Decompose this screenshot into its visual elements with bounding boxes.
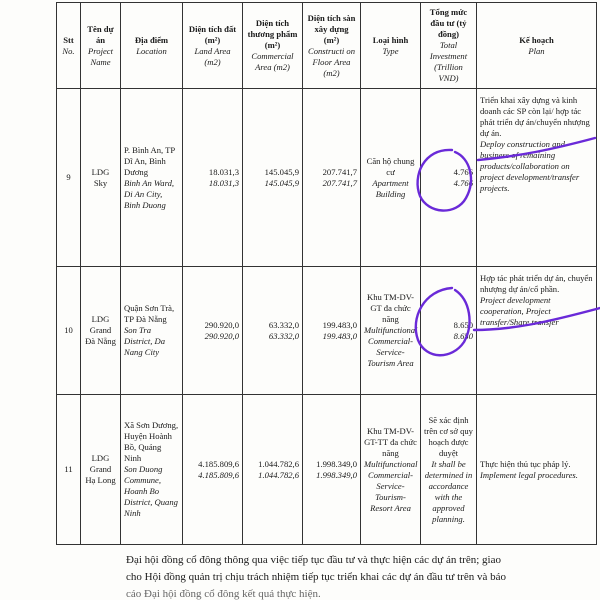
commercial-area: 63.332,0 63.332,0 [243, 267, 303, 395]
header-floor-area: Diện tích sàn xây dựng (m²) Constructi on Floor Area (m2) [303, 3, 361, 89]
table-row [57, 89, 597, 267]
floor-area: 1.998.349,0 1.998.349,0 [303, 395, 361, 545]
total-investment: Sẽ xác định trên cơ sở quy hoạch được duyệt It shall be determined in accordance with the approved planning. [421, 395, 477, 545]
total-investment: 8.650 8.650 [421, 267, 477, 395]
project-plan: Triển khai xây dựng và kinh doanh các SP còn lại/ hợp tác phát triển dự án/chuyển nhượng dự án. Deploy construction and business of remaining products/collaboration on project development/transfer projects. [477, 89, 597, 267]
header-plan: Kế hoạch Plan [477, 3, 597, 89]
header-project-name: Tên dự án Project Name [81, 3, 121, 89]
project-location: Xã Sơn Dương, Huyện Hoành Bồ, Quảng Ninh Son Duong Commune, Hoanh Bo District, Quang Ninh [121, 395, 183, 545]
header-type: Loại hình Type [361, 3, 421, 89]
project-plan: Thực hiện thủ tục pháp lý. Implement legal procedures. [477, 395, 597, 545]
table-header-row [57, 3, 597, 89]
row-number: 10 [57, 267, 81, 395]
floor-area: 199.483,0 199.483,0 [303, 267, 361, 395]
commercial-area: 145.045,9 145.045,9 [243, 89, 303, 267]
resolution-paragraph [126, 552, 596, 603]
project-name: LDG Sky [81, 89, 121, 267]
paragraph-line: cho Hội đồng quản trị chịu trách nhiệm tiếp tục triển khai các dự án đầu tư trên và báo [126, 571, 506, 584]
project-location: Quận Sơn Trà, TP Đà Nẵng Son Tra District, Da Nang City [121, 267, 183, 395]
header-stt: Stt No. [57, 3, 81, 89]
table-row [57, 267, 597, 395]
commercial-area: 1.044.782,6 1.044.782,6 [243, 395, 303, 545]
total-investment: 4.766 4.766 [421, 89, 477, 267]
header-location: Địa điểm Location [121, 3, 183, 89]
header-land-area: Diện tích đất (m²) Land Area (m2) [183, 3, 243, 89]
land-area: 18.031,3 18.031,3 [183, 89, 243, 267]
table-row [57, 395, 597, 545]
row-number: 11 [57, 395, 81, 545]
project-type: Căn hộ chung cư Apartment Building [361, 89, 421, 267]
project-type: Khu TM-DV-GT-TT đa chức năng Multifunctional Commercial-Service-Tourism-Resort Area [361, 395, 421, 545]
header-commercial-area: Diện tích thương phẩm (m²) Commercial Area (m2) [243, 3, 303, 89]
floor-area: 207.741,7 207.741,7 [303, 89, 361, 267]
paragraph-line: Đại hội đồng cổ đông thông qua việc tiếp tục đầu tư và thực hiện các dự án trên; giao [126, 554, 501, 566]
project-location: P. Bình An, TP Dĩ An, Bình Dương Binh An Ward, Di An City, Binh Duong [121, 89, 183, 267]
header-investment: Tổng mức đầu tư (tỷ đồng) Total Investment (Trillion VND) [421, 3, 477, 89]
land-area: 4.185.809,6 4.185.809,6 [183, 395, 243, 545]
row-number: 9 [57, 89, 81, 267]
paragraph-line: cáo Đại hội đồng cổ đông kết quả thực hiện. [126, 588, 321, 601]
project-plan: Hợp tác phát triển dự án, chuyển nhượng dự án/cổ phần. Project development cooperation, Project transfer/Share transfer [477, 267, 597, 395]
project-type: Khu TM-DV-GT đa chức năng Multifunctional Commercial-Service-Tourism Area [361, 267, 421, 395]
project-name: LDG Grand Đà Nẵng [81, 267, 121, 395]
project-name: LDG Grand Hạ Long [81, 395, 121, 545]
land-area: 290.920,0 290.920,0 [183, 267, 243, 395]
projects-table [56, 2, 597, 545]
